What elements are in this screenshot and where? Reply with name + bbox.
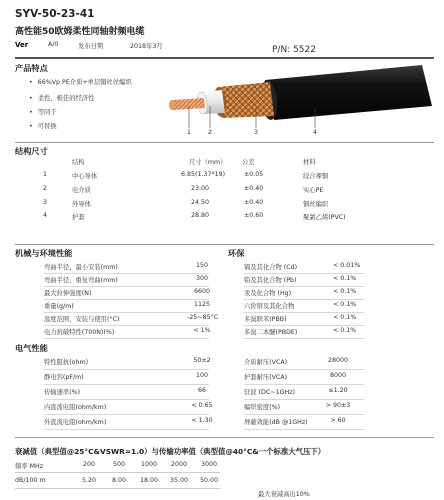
section-divider — [15, 244, 434, 245]
structure-material: 聚氯乙烯(PVC) — [303, 214, 346, 221]
attenuation-value: 50.00 — [199, 477, 219, 484]
row-divider — [244, 369, 364, 370]
row-divider — [44, 384, 209, 385]
row-divider — [244, 338, 364, 339]
electrical-label-2: 屏蔽效能(dB @1GHz) — [244, 419, 308, 426]
environment-value: < 0.01% — [333, 262, 361, 269]
structure-tolerance: ±0.40 — [244, 199, 264, 206]
structure-header-name: 结构 — [72, 159, 85, 166]
date-label: 发布日期 — [78, 43, 104, 50]
row-divider — [15, 488, 220, 489]
row-divider — [244, 312, 364, 313]
electrical-value-2: ≤1.20 — [328, 387, 348, 394]
feature-item: • 等同于 — [29, 107, 57, 116]
feature-item: • 可替换 — [29, 121, 57, 130]
frequency-value: 2000 — [170, 461, 188, 468]
structure-name: 外导体 — [72, 201, 91, 208]
environment-value: < 0.1% — [333, 275, 357, 282]
mechanical-value: 150 — [195, 262, 209, 269]
ver-label: Ver — [15, 41, 29, 49]
structure-size: 6.85(1.37*19) — [181, 171, 226, 178]
environment-label: 六价铬及其化合物 — [244, 303, 295, 310]
row-divider — [244, 399, 364, 400]
model-title: SYV-50-23-41 — [15, 8, 95, 20]
electrical-label-2: 护套耐压(VCA) — [244, 374, 288, 381]
section-divider — [15, 142, 434, 143]
feature-item: • 66%Vp PE介质+单层铜丝丝编织 — [29, 77, 132, 86]
callout-label: 1 — [187, 129, 192, 136]
part-number: P/N: 5522 — [272, 45, 316, 55]
row-divider — [244, 286, 364, 287]
row-divider — [44, 286, 209, 287]
environment-label: 多溴联苯(PBB) — [244, 316, 287, 323]
mechanical-value: < 1% — [193, 327, 211, 334]
structure-no: 3 — [43, 199, 48, 206]
row-divider — [244, 429, 364, 430]
ver-value: A/0 — [48, 41, 59, 48]
structure-material: 绞合裸铜 — [303, 173, 329, 180]
row-divider — [244, 325, 364, 326]
section-divider — [15, 437, 434, 438]
structure-name: 中心导体 — [72, 173, 98, 180]
electrical-label: 外直流电阻(ohm/km) — [44, 419, 107, 426]
electrical-value: 66 — [197, 387, 206, 394]
mechanical-label: 弯曲半径，重复弯曲(mm) — [44, 277, 118, 284]
attenuation-title: 衰减值（典型值@25°C&VSWR=1.0）与传输功率值（典型值@40°C&一个标准大气压下） — [15, 447, 326, 456]
structure-name: 护套 — [72, 214, 85, 221]
row-divider — [44, 369, 209, 370]
structure-no: 1 — [43, 171, 48, 178]
feature-item: • 柔性，极佳的经济性 — [29, 93, 94, 102]
row-divider — [15, 472, 220, 473]
attenuation-note: 最大衰减高出10% — [258, 491, 310, 498]
structure-tolerance: ±0.60 — [244, 212, 264, 219]
structure-size: 24.50 — [191, 199, 210, 206]
environment-value: < 0.1% — [333, 314, 357, 321]
attenuation-value: 5.20 — [81, 477, 97, 484]
structure-name: 电介质 — [72, 187, 91, 194]
mechanical-label: 电力抗破特性(700N)(%) — [44, 329, 115, 336]
structure-tolerance: ±0.05 — [244, 171, 264, 178]
structure-size: 28.80 — [191, 212, 210, 219]
mechanical-title: 机械与环境性能 — [15, 248, 73, 258]
environment-value: < 0.1% — [333, 327, 357, 334]
electrical-label-2: 编织密度(%) — [244, 404, 281, 411]
electrical-value: < 0.65 — [191, 402, 213, 409]
frequency-value: 500 — [112, 461, 126, 468]
structure-tolerance: ±0.40 — [244, 185, 264, 192]
features-title: 产品特点 — [15, 63, 48, 73]
mechanical-value: 300 — [195, 275, 209, 282]
attenuation-unit-label: dB/100 m — [15, 477, 46, 484]
frequency-label: 频率 MHz — [15, 463, 44, 470]
row-divider — [44, 399, 209, 400]
callout-label: 2 — [208, 129, 213, 136]
structure-header-tolerance: 公差 — [242, 159, 255, 166]
environment-value: < 0.1% — [333, 301, 357, 308]
structure-material: 铜丝编织 — [303, 201, 329, 208]
row-divider — [244, 273, 364, 274]
electrical-value-2: 8000 — [329, 372, 347, 379]
frequency-value: 1000 — [140, 461, 158, 468]
structure-size: 23.00 — [191, 185, 210, 192]
attenuation-value: 8.00 — [111, 477, 127, 484]
row-divider — [44, 312, 209, 313]
structure-no: 2 — [43, 185, 48, 192]
row-divider — [44, 273, 209, 274]
electrical-title: 电气性能 — [15, 343, 48, 353]
environment-label: 多溴二本醚(PBDE) — [244, 329, 298, 336]
row-divider — [44, 299, 209, 300]
product-name: 高性能50欧姆柔性同轴射频电缆 — [15, 27, 145, 37]
structure-material: 实心PE — [303, 187, 324, 194]
callout-label: 3 — [254, 129, 259, 136]
electrical-label: 传输速率(%) — [44, 389, 81, 396]
electrical-value-2: > 90±3 — [325, 402, 351, 409]
date-value: 2018年3月 — [130, 43, 163, 50]
row-divider — [44, 429, 209, 430]
row-divider — [244, 384, 364, 385]
mechanical-value: -25~85°C — [187, 314, 219, 321]
environment-title: 环保 — [228, 248, 245, 258]
electrical-label: 内直流电阻(ohm/km) — [44, 404, 107, 411]
environment-label: 铅及其化合物 (Pb) — [244, 277, 297, 284]
mechanical-value: 6600 — [193, 288, 211, 295]
environment-label: 汞及化合物 (Hg) — [244, 290, 292, 297]
structure-header-size: 尺寸（mm） — [189, 159, 227, 166]
center-conductor — [169, 98, 205, 110]
electrical-label: 静电容(pF/m) — [44, 374, 84, 381]
attenuation-value: 35.00 — [169, 477, 189, 484]
frequency-value: 200 — [82, 461, 96, 468]
row-divider — [244, 414, 364, 415]
row-divider — [44, 338, 209, 339]
cable-cross-section-illustration — [160, 58, 435, 140]
electrical-value-2: 28000 — [327, 357, 349, 364]
environment-value: < 0.1% — [333, 288, 357, 295]
electrical-label-2: 介质耐压(VCA) — [244, 359, 288, 366]
frequency-value: 3000 — [200, 461, 218, 468]
structure-no: 4 — [43, 212, 48, 219]
callout-label: 4 — [313, 129, 318, 136]
structure-title: 结构尺寸 — [15, 146, 48, 156]
mechanical-label: 重量(g/m) — [44, 303, 74, 310]
row-divider — [44, 414, 209, 415]
mechanical-value: 1125 — [193, 301, 211, 308]
row-divider — [244, 299, 364, 300]
mechanical-label: 最大拉伸强度(N) — [44, 290, 92, 297]
electrical-label-2: 驻波 (DC~1GHz) — [244, 389, 295, 396]
mechanical-label: 弯曲半径，最小安装(mm) — [44, 264, 118, 271]
mechanical-label: 温度范围，安装与使用(°C) — [44, 316, 120, 323]
electrical-value-2: > 60 — [330, 417, 346, 424]
electrical-label: 特性阻抗(ohm) — [44, 359, 89, 366]
jacket-layer — [259, 65, 432, 121]
electrical-value: 100 — [195, 372, 209, 379]
electrical-value: < 1.30 — [191, 417, 213, 424]
electrical-value: 50±2 — [193, 357, 211, 364]
environment-label: 镉及其化合物 (Cd) — [244, 264, 298, 271]
structure-header-material: 材料 — [303, 159, 316, 166]
attenuation-value: 18.00 — [139, 477, 159, 484]
row-divider — [44, 325, 209, 326]
